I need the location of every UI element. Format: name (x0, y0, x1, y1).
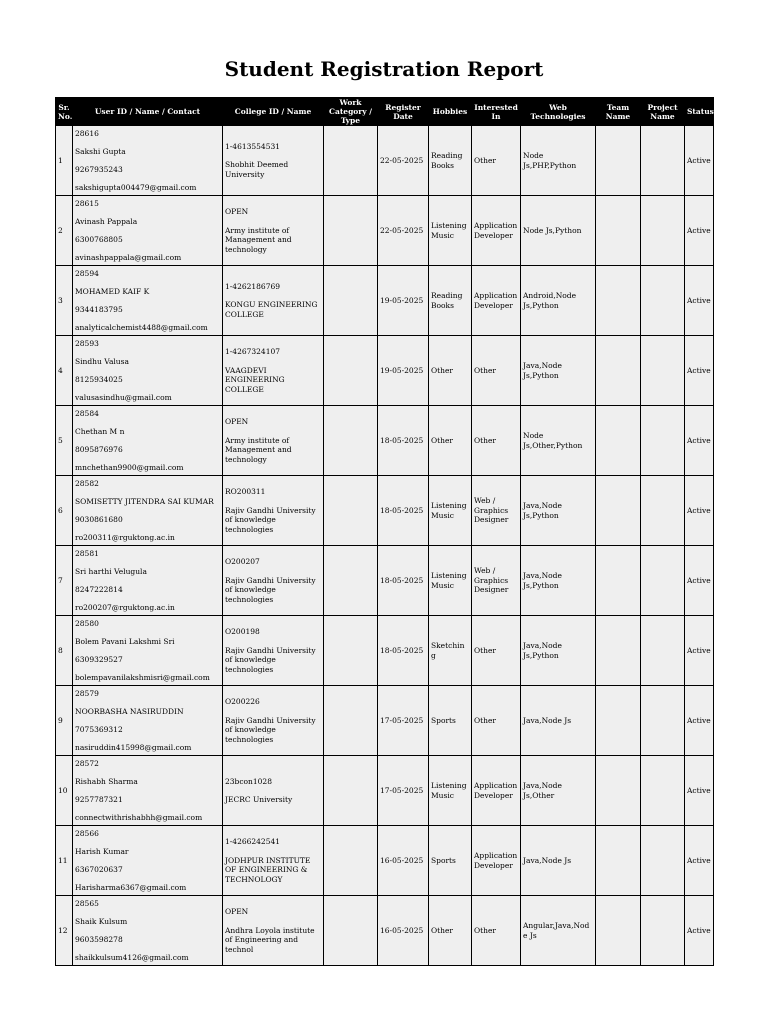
table-row (56, 336, 714, 406)
cell-web-tech: Java,Node Js,Python (521, 336, 596, 406)
table-row (56, 546, 714, 616)
user-phone: 9257787321 (75, 794, 123, 804)
user-id: 28582 (75, 478, 99, 488)
user-email: valusasindhu@gmail.com (75, 392, 172, 402)
cell-team (596, 406, 641, 476)
college-name: Rajiv Gandhi University of knowledge technologies (225, 505, 316, 534)
user-email: mnchethan9900@gmail.com (75, 462, 184, 472)
college-name: Rajiv Gandhi University of knowledge technologies (225, 715, 316, 744)
header-row (56, 98, 714, 126)
cell-college (223, 756, 324, 826)
user-id: 28593 (75, 338, 99, 348)
cell-college (223, 406, 324, 476)
cell-status: Active (685, 476, 714, 546)
cell-team (596, 126, 641, 196)
cell-status: Active (685, 686, 714, 756)
college-name: Army institute of Management and technology (225, 435, 292, 464)
cell-user (73, 546, 223, 616)
cell-college (223, 546, 324, 616)
cell-college (223, 196, 324, 266)
college-id: RO200311 (225, 487, 266, 496)
table-row (56, 616, 714, 686)
cell-web-tech: Angular,Java,Node Js (521, 896, 596, 966)
cell-college (223, 896, 324, 966)
col-header-status: Status (685, 98, 714, 126)
cell-user (73, 126, 223, 196)
college-id: O200207 (225, 557, 260, 566)
user-email: Harisharma6367@gmail.com (75, 882, 187, 892)
college-name: Rajiv Gandhi University of knowledge technologies (225, 645, 316, 674)
user-name: Shaik Kulsum (75, 916, 128, 926)
cell-interested: Web / Graphics Designer (472, 476, 521, 546)
cell-sr: 4 (56, 336, 73, 406)
user-id: 28580 (75, 618, 99, 628)
cell-web-tech: Java,Node Js,Python (521, 546, 596, 616)
cell-work-category (324, 196, 378, 266)
table-body (56, 126, 714, 966)
user-email: analyticalchemist4488@gmail.com (75, 322, 208, 332)
cell-work-category (324, 826, 378, 896)
college-name: Shobhit Deemed University (225, 160, 289, 179)
cell-user (73, 336, 223, 406)
cell-register-date: 22-05-2025 (378, 126, 429, 196)
cell-project (641, 476, 685, 546)
cell-team (596, 336, 641, 406)
registration-table (55, 97, 714, 966)
cell-team (596, 686, 641, 756)
cell-college (223, 266, 324, 336)
cell-hobbies: Sketching (429, 616, 472, 686)
cell-status: Active (685, 336, 714, 406)
cell-work-category (324, 756, 378, 826)
cell-work-category (324, 406, 378, 476)
cell-web-tech: Android,Node Js,Python (521, 266, 596, 336)
cell-status: Active (685, 266, 714, 336)
cell-web-tech: Java,Node Js (521, 826, 596, 896)
cell-register-date: 17-05-2025 (378, 756, 429, 826)
cell-project (641, 336, 685, 406)
cell-college (223, 336, 324, 406)
college-id: 1-4266242541 (225, 837, 281, 846)
user-id: 28565 (75, 898, 99, 908)
cell-project (641, 546, 685, 616)
cell-college (223, 826, 324, 896)
user-email: ro200207@rguktong.ac.in (75, 602, 175, 612)
cell-user (73, 686, 223, 756)
cell-college (223, 476, 324, 546)
user-phone: 9603598278 (75, 934, 123, 944)
user-phone: 6367020637 (75, 864, 123, 874)
cell-register-date: 19-05-2025 (378, 266, 429, 336)
user-name: SOMISETTY JITENDRA SAI KUMAR (75, 496, 214, 506)
cell-hobbies: Reading Books (429, 126, 472, 196)
user-phone: 7075369312 (75, 724, 123, 734)
cell-work-category (324, 896, 378, 966)
cell-web-tech: Java,Node Js (521, 686, 596, 756)
cell-user (73, 616, 223, 686)
cell-status: Active (685, 826, 714, 896)
cell-sr: 3 (56, 266, 73, 336)
cell-team (596, 266, 641, 336)
cell-project (641, 756, 685, 826)
cell-team (596, 826, 641, 896)
college-id: OPEN (225, 207, 249, 216)
cell-status: Active (685, 406, 714, 476)
user-id: 28584 (75, 408, 99, 418)
cell-interested: Application Developer (472, 266, 521, 336)
user-id: 28594 (75, 268, 99, 278)
cell-register-date: 18-05-2025 (378, 616, 429, 686)
table-row (56, 756, 714, 826)
col-header-user: User ID / Name / Contact (73, 98, 223, 126)
report-title: Student Registration Report (224, 57, 544, 81)
user-name: Harish Kumar (75, 846, 129, 856)
user-email: shaikkulsum4126@gmail.com (75, 952, 189, 962)
user-email: ro200311@rguktong.ac.in (75, 532, 175, 542)
cell-work-category (324, 616, 378, 686)
cell-interested: Application Developer (472, 756, 521, 826)
cell-team (596, 896, 641, 966)
cell-work-category (324, 686, 378, 756)
user-name: Sri harthi Velugula (75, 566, 147, 576)
college-name: JODHPUR INSTITUTE OF ENGINEERING & TECHNOLOGY (225, 855, 311, 884)
table-row (56, 896, 714, 966)
cell-hobbies: Listening Music (429, 756, 472, 826)
user-email: bolempavanilakshmisri@gmail.com (75, 672, 210, 682)
cell-web-tech: Node Js,Python (521, 196, 596, 266)
cell-register-date: 17-05-2025 (378, 686, 429, 756)
user-phone: 8095876976 (75, 444, 123, 454)
cell-interested: Other (472, 616, 521, 686)
cell-project (641, 616, 685, 686)
cell-register-date: 16-05-2025 (378, 896, 429, 966)
cell-sr: 7 (56, 546, 73, 616)
table-row (56, 406, 714, 476)
cell-web-tech: Java,Node Js,Other (521, 756, 596, 826)
college-name: Army institute of Management and technology (225, 225, 292, 254)
cell-hobbies: Listening Music (429, 546, 472, 616)
cell-sr: 12 (56, 896, 73, 966)
user-name: Sindhu Valusa (75, 356, 129, 366)
user-phone: 6300768805 (75, 234, 123, 244)
cell-user (73, 896, 223, 966)
cell-sr: 1 (56, 126, 73, 196)
cell-sr: 10 (56, 756, 73, 826)
user-id: 28566 (75, 828, 99, 838)
cell-project (641, 686, 685, 756)
cell-hobbies: Other (429, 406, 472, 476)
cell-web-tech: Node Js,Other,Python (521, 406, 596, 476)
col-header-college: College ID / Name (223, 98, 324, 126)
cell-status: Active (685, 756, 714, 826)
college-name: Andhra Loyola institute of Engineering and technol (225, 925, 315, 954)
cell-user (73, 756, 223, 826)
college-name: JECRC University (225, 795, 293, 804)
college-name: VAAGDEVI ENGINEERING COLLEGE (225, 365, 285, 394)
table-row (56, 476, 714, 546)
college-id: O200198 (225, 627, 260, 636)
cell-project (641, 896, 685, 966)
col-header-register-date: Register Date (378, 98, 429, 126)
user-phone: 8247222814 (75, 584, 123, 594)
cell-project (641, 266, 685, 336)
table-row (56, 196, 714, 266)
cell-status: Active (685, 546, 714, 616)
cell-interested: Other (472, 686, 521, 756)
user-id: 28616 (75, 128, 99, 138)
cell-hobbies: Sports (429, 826, 472, 896)
cell-hobbies: Listening Music (429, 476, 472, 546)
user-name: MOHAMED KAIF K (75, 286, 150, 296)
cell-interested: Other (472, 126, 521, 196)
user-name: Sakshi Gupta (75, 146, 126, 156)
cell-hobbies: Sports (429, 686, 472, 756)
cell-work-category (324, 476, 378, 546)
table-row (56, 266, 714, 336)
cell-register-date: 18-05-2025 (378, 406, 429, 476)
cell-status: Active (685, 126, 714, 196)
cell-project (641, 406, 685, 476)
cell-web-tech: Java,Node Js,Python (521, 616, 596, 686)
table-row (56, 826, 714, 896)
col-header-interested: Interested In (472, 98, 521, 126)
cell-project (641, 826, 685, 896)
cell-web-tech: Java,Node Js,Python (521, 476, 596, 546)
cell-register-date: 18-05-2025 (378, 546, 429, 616)
user-id: 28615 (75, 198, 99, 208)
cell-user (73, 196, 223, 266)
cell-hobbies: Other (429, 336, 472, 406)
cell-status: Active (685, 616, 714, 686)
cell-user (73, 266, 223, 336)
col-header-sr: Sr. No. (56, 98, 73, 126)
cell-team (596, 196, 641, 266)
user-email: connectwithrishabhh@gmail.com (75, 812, 203, 822)
user-phone: 6309329527 (75, 654, 123, 664)
cell-hobbies: Listening Music (429, 196, 472, 266)
cell-register-date: 19-05-2025 (378, 336, 429, 406)
user-name: NOORBASHA NASIRUDDIN (75, 706, 184, 716)
cell-interested: Web / Graphics Designer (472, 546, 521, 616)
cell-sr: 5 (56, 406, 73, 476)
college-id: 1-4267324107 (225, 347, 281, 356)
user-id: 28579 (75, 688, 99, 698)
cell-sr: 6 (56, 476, 73, 546)
user-email: nasiruddin415998@gmail.com (75, 742, 192, 752)
cell-project (641, 126, 685, 196)
cell-college (223, 686, 324, 756)
user-id: 28581 (75, 548, 99, 558)
college-name: KONGU ENGINEERING COLLEGE (225, 300, 318, 319)
col-header-work: Work Category / Type (324, 98, 378, 126)
cell-project (641, 196, 685, 266)
cell-team (596, 756, 641, 826)
cell-work-category (324, 336, 378, 406)
cell-sr: 9 (56, 686, 73, 756)
col-header-web-tech: Web Technologies (521, 98, 596, 126)
user-phone: 8125934025 (75, 374, 123, 384)
cell-user (73, 406, 223, 476)
cell-user (73, 476, 223, 546)
user-name: Chethan M n (75, 426, 125, 436)
cell-work-category (324, 266, 378, 336)
col-header-team: Team Name (596, 98, 641, 126)
cell-interested: Other (472, 336, 521, 406)
cell-hobbies: Other (429, 896, 472, 966)
user-id: 28572 (75, 758, 99, 768)
college-id: OPEN (225, 417, 249, 426)
user-phone: 9344183795 (75, 304, 123, 314)
cell-college (223, 616, 324, 686)
cell-sr: 2 (56, 196, 73, 266)
user-email: sakshigupta004479@gmail.com (75, 182, 197, 192)
cell-register-date: 22-05-2025 (378, 196, 429, 266)
user-email: avinashpappala@gmail.com (75, 252, 182, 262)
cell-interested: Other (472, 896, 521, 966)
college-id: 23bcon1028 (225, 776, 272, 786)
college-id: OPEN (225, 907, 249, 916)
user-name: Rishabh Sharma (75, 776, 138, 786)
cell-team (596, 546, 641, 616)
college-id: 1-4262186769 (225, 281, 281, 291)
cell-interested: Other (472, 406, 521, 476)
col-header-project: Project Name (641, 98, 685, 126)
cell-interested: Application Developer (472, 826, 521, 896)
user-phone: 9030861680 (75, 514, 123, 524)
cell-team (596, 476, 641, 546)
table-row (56, 126, 714, 196)
user-name: Bolem Pavani Lakshmi Sri (75, 636, 175, 646)
college-id: 1-4613554531 (225, 141, 281, 151)
user-name: Avinash Pappala (75, 216, 138, 226)
college-id: O200226 (225, 697, 260, 706)
user-phone: 9267935243 (75, 164, 123, 174)
cell-sr: 11 (56, 826, 73, 896)
cell-sr: 8 (56, 616, 73, 686)
cell-user (73, 826, 223, 896)
cell-web-tech: Node Js,PHP,Python (521, 126, 596, 196)
col-header-hobbies: Hobbies (429, 98, 472, 126)
cell-interested: Application Developer (472, 196, 521, 266)
cell-status: Active (685, 896, 714, 966)
cell-team (596, 616, 641, 686)
cell-work-category (324, 546, 378, 616)
table-row (56, 686, 714, 756)
cell-status: Active (685, 196, 714, 266)
cell-register-date: 16-05-2025 (378, 826, 429, 896)
cell-work-category (324, 126, 378, 196)
cell-register-date: 18-05-2025 (378, 476, 429, 546)
cell-college (223, 126, 324, 196)
college-name: Rajiv Gandhi University of knowledge technologies (225, 575, 316, 604)
cell-hobbies: Reading Books (429, 266, 472, 336)
